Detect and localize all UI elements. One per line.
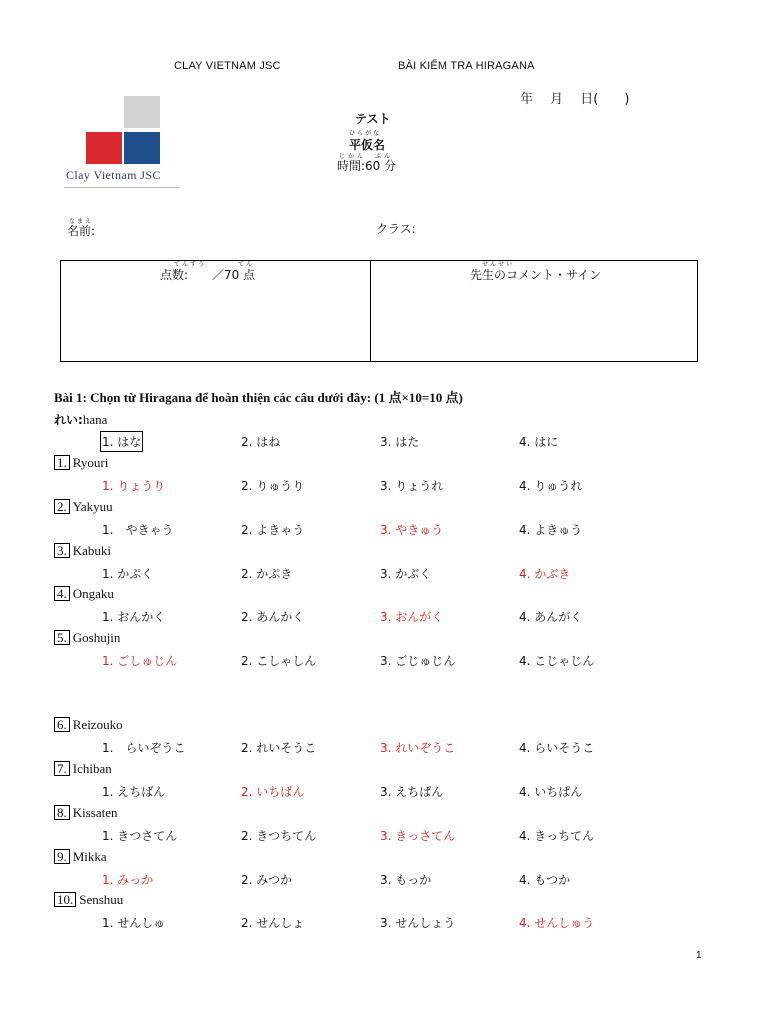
score-comment-box <box>60 260 698 362</box>
example-prompt <box>54 411 107 428</box>
date-field: 年 月 日( ) <box>520 92 630 107</box>
logo-blue-square <box>124 132 160 164</box>
answer-option: 4. よきゅう <box>519 523 583 537</box>
example-option-3: 3. はた <box>380 435 420 449</box>
question-number: 9. <box>54 849 70 864</box>
answer-option: 3. りょうれ <box>380 479 444 493</box>
answer-option: 2. れいそうこ <box>241 741 317 755</box>
question-number: 8. <box>54 805 70 820</box>
question-romaji: Kabuki <box>72 543 112 558</box>
answer-option-correct: 4. せんしゅう <box>519 916 595 930</box>
logo-underline <box>64 187 180 188</box>
document-title-header: BÀI KIỂM TRA HIRAGANA <box>398 60 535 72</box>
answer-option: 2. きつちてん <box>241 829 317 843</box>
logo-red-square <box>86 132 122 164</box>
answer-option: 1. やきゃう <box>102 523 174 537</box>
question-romaji: Ongaku <box>72 586 114 601</box>
answer-option: 2. こしゃしん <box>241 654 317 668</box>
question-label <box>54 586 114 602</box>
question-number: 3. <box>54 543 70 558</box>
time-ruby: じかん ぶん <box>339 153 394 160</box>
answer-option: 2. かぷき <box>241 567 293 581</box>
answer-option: 3. せんしょう <box>380 916 456 930</box>
answer-option: 1. せんしゅ <box>102 916 166 930</box>
logo-gray-square <box>124 96 160 128</box>
answer-option-correct: 1. ごしゅじん <box>102 654 178 668</box>
company-header: CLAY VIETNAM JSC <box>174 60 281 72</box>
answer-option-correct: 1. みっか <box>102 873 154 887</box>
test-subtitle: 平仮名 <box>349 138 386 152</box>
time-limit: 時間:60 分 <box>337 159 397 173</box>
answer-option: 1. きつさてん <box>102 829 178 843</box>
answer-option: 2. よきゃう <box>241 523 305 537</box>
answer-option: 3. ごじゅじん <box>380 654 456 668</box>
answer-option-correct: 2. いちばん <box>241 785 305 799</box>
test-title: テスト <box>355 112 391 126</box>
question-romaji: Reizouko <box>72 717 123 732</box>
answer-option: 2. みつか <box>241 873 293 887</box>
question-romaji: Kissaten <box>72 805 118 820</box>
answer-option: 1. おんかく <box>102 610 166 624</box>
subtitle-ruby: ひらがな <box>349 130 382 137</box>
question-label <box>54 805 118 821</box>
answer-option: 3. えちぱん <box>380 785 444 799</box>
answer-option: 4. らいそうこ <box>519 741 595 755</box>
question-number: 6. <box>54 717 70 732</box>
logo-text: Clay Vietnam JSC <box>66 168 161 182</box>
question-romaji: Goshujin <box>72 630 121 645</box>
example-label: れい: <box>54 413 83 427</box>
question-label <box>54 499 113 515</box>
answer-option: 4. いちぱん <box>519 785 583 799</box>
question-number: 4. <box>54 586 70 601</box>
question-romaji: Mikka <box>72 849 107 864</box>
answer-option: 1. かぷく <box>102 567 154 581</box>
question-romaji: Ichiban <box>72 761 112 776</box>
answer-option-correct: 3. きっさてん <box>380 829 456 843</box>
question-label <box>54 849 107 865</box>
answer-option: 1. えちばん <box>102 785 166 799</box>
question-romaji: Yakyuu <box>72 499 113 514</box>
score-box-divider <box>370 261 371 361</box>
question-number: 10. <box>54 892 76 907</box>
answer-option: 2. あんかく <box>241 610 305 624</box>
question-label <box>54 630 120 646</box>
company-logo <box>62 94 184 194</box>
example-option-1: 1. はな <box>102 435 142 449</box>
question-label <box>54 761 112 777</box>
name-field-label: 名前: <box>67 224 96 238</box>
answer-option: 4. もつか <box>519 873 571 887</box>
question-number: 2. <box>54 499 70 514</box>
question-number: 7. <box>54 761 70 776</box>
teacher-comment-label: 先生のコメント・サイン <box>470 268 602 282</box>
answer-option-correct: 3. おんがく <box>380 610 444 624</box>
answer-option: 2. せんしょ <box>241 916 305 930</box>
example-word: hana <box>82 412 108 427</box>
answer-option-correct: 1. りょうり <box>102 479 166 493</box>
score-label: 点数: ／70 点 <box>160 268 256 282</box>
answer-option: 3. かぶく <box>380 567 432 581</box>
question-label <box>54 892 123 908</box>
example-option-4: 4. はに <box>519 435 559 449</box>
answer-option: 4. りゅうれ <box>519 479 583 493</box>
question-romaji: Ryouri <box>72 455 109 470</box>
name-ruby: なまえ <box>69 218 94 225</box>
answer-option: 4. あんがく <box>519 610 583 624</box>
answer-option: 3. もっか <box>380 873 432 887</box>
answer-option-correct: 3. やきゅう <box>380 523 444 537</box>
question-number: 5. <box>54 630 70 645</box>
answer-option: 1. らいぞうこ <box>102 741 186 755</box>
answer-option: 2. りゅうり <box>241 479 305 493</box>
page-number: 1 <box>696 950 702 961</box>
class-field-label: クラス: <box>376 222 416 236</box>
answer-option-correct: 3. れいぞうこ <box>380 741 456 755</box>
example-option-2: 2. はね <box>241 435 281 449</box>
teacher-ruby: せんせい <box>482 261 515 268</box>
question-label <box>54 717 123 733</box>
score-ruby: てんすう てん <box>174 261 255 268</box>
answer-option: 4. こじゃじん <box>519 654 595 668</box>
question-romaji: Senshuu <box>79 892 124 907</box>
question-label <box>54 543 111 559</box>
answer-option: 4. きっちてん <box>519 829 595 843</box>
question-number: 1. <box>54 455 70 470</box>
exercise-instruction: Bài 1: Chọn từ Hiragana để hoàn thiện các câu dưới đây: (1 点×10=10 点) <box>54 390 463 405</box>
answer-option-correct: 4. かぶき <box>519 567 571 581</box>
question-label <box>54 455 108 471</box>
